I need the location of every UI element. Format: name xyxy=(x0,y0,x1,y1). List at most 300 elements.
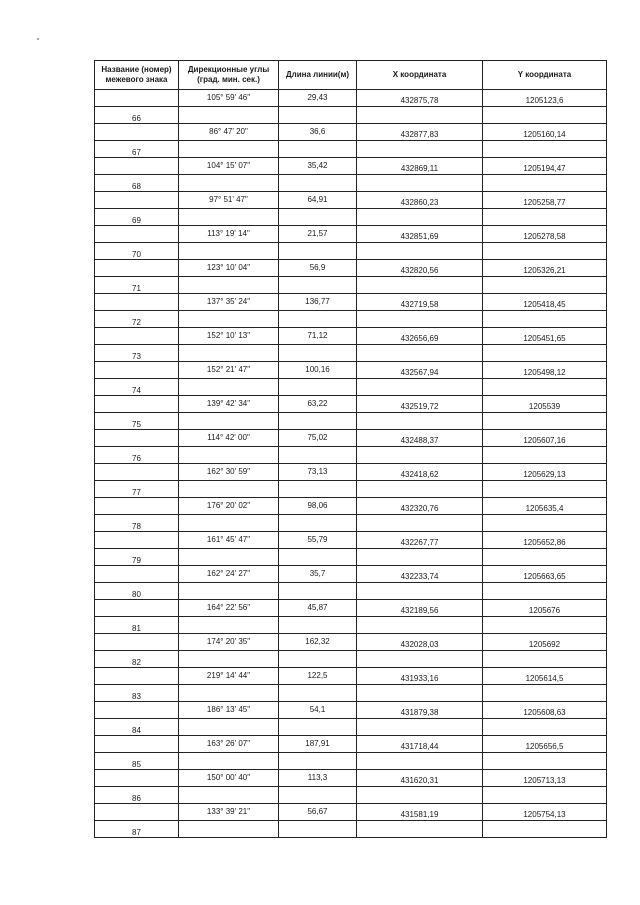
y-cell-text: 1205692 xyxy=(528,640,561,649)
point-name-cell xyxy=(95,107,179,124)
point-name-cell-text: 75 xyxy=(132,420,141,429)
empty-cell xyxy=(95,770,179,787)
empty-cell xyxy=(483,515,607,532)
length-cell-text: 73,13 xyxy=(307,467,328,476)
angle-cell-text: 139° 42' 34" xyxy=(206,399,251,408)
point-name-cell xyxy=(95,379,179,396)
angle-cell xyxy=(179,702,279,719)
angle-cell xyxy=(179,90,279,107)
y-cell-text: 1205278,58 xyxy=(523,232,566,241)
table-row-segment xyxy=(95,362,607,379)
y-cell xyxy=(483,158,607,175)
point-name-cell-text: 72 xyxy=(132,318,141,327)
x-cell-text: 432656,69 xyxy=(400,334,439,343)
table-row-segment xyxy=(95,158,607,175)
table-row-segment xyxy=(95,600,607,617)
empty-cell xyxy=(279,549,357,566)
empty-cell xyxy=(357,243,483,260)
empty-cell xyxy=(95,192,179,209)
y-cell xyxy=(483,804,607,821)
point-name-cell-text: 70 xyxy=(132,250,141,259)
angle-cell xyxy=(179,396,279,413)
table-row-point xyxy=(95,821,607,838)
table-row-point xyxy=(95,379,607,396)
angle-cell-text: 113° 19' 14" xyxy=(207,229,250,238)
empty-cell xyxy=(279,413,357,430)
header-length: Длина линии(м) xyxy=(279,61,357,90)
table-row-segment xyxy=(95,634,607,651)
empty-cell xyxy=(279,447,357,464)
y-cell xyxy=(483,294,607,311)
empty-cell xyxy=(483,141,607,158)
empty-cell xyxy=(95,532,179,549)
empty-cell xyxy=(279,481,357,498)
x-cell xyxy=(357,566,483,583)
y-cell-text: 1205418,45 xyxy=(523,300,566,309)
empty-cell xyxy=(357,107,483,124)
point-name-cell-text: 74 xyxy=(132,386,141,395)
empty-cell xyxy=(357,141,483,158)
empty-cell xyxy=(95,566,179,583)
x-cell-text: 432189,56 xyxy=(400,606,439,615)
empty-cell xyxy=(95,702,179,719)
x-cell-text: 431933,16 xyxy=(400,674,439,683)
x-cell-text: 432488,37 xyxy=(400,436,439,445)
x-cell xyxy=(357,328,483,345)
x-cell xyxy=(357,702,483,719)
empty-cell xyxy=(357,685,483,702)
x-cell xyxy=(357,294,483,311)
y-cell xyxy=(483,668,607,685)
table-row-point xyxy=(95,685,607,702)
empty-cell xyxy=(179,311,279,328)
angle-cell-text: 164° 22' 56" xyxy=(206,603,251,612)
length-cell-text: 162,32 xyxy=(305,637,330,646)
empty-cell xyxy=(357,175,483,192)
length-cell-text: 56,67 xyxy=(307,807,328,816)
length-cell-text: 54,1 xyxy=(309,705,326,714)
empty-cell xyxy=(179,481,279,498)
empty-cell xyxy=(179,753,279,770)
table-row-point xyxy=(95,447,607,464)
empty-cell xyxy=(179,141,279,158)
empty-cell xyxy=(483,107,607,124)
length-cell-text: 71,12 xyxy=(307,331,328,340)
y-cell-text: 1205663,65 xyxy=(523,572,566,581)
x-cell xyxy=(357,634,483,651)
empty-cell xyxy=(279,243,357,260)
table-row-point xyxy=(95,617,607,634)
table-row-segment xyxy=(95,226,607,243)
angle-cell-text: 176° 20' 02" xyxy=(206,501,251,510)
y-cell xyxy=(483,634,607,651)
empty-cell xyxy=(279,379,357,396)
empty-cell xyxy=(279,651,357,668)
empty-cell xyxy=(179,447,279,464)
length-cell-text: 98,06 xyxy=(307,501,328,510)
empty-cell xyxy=(179,107,279,124)
point-name-cell-text: 69 xyxy=(132,216,141,225)
x-cell xyxy=(357,124,483,141)
empty-cell xyxy=(179,277,279,294)
y-cell xyxy=(483,260,607,277)
empty-cell xyxy=(179,787,279,804)
point-name-cell xyxy=(95,515,179,532)
empty-cell xyxy=(357,719,483,736)
table-row-segment xyxy=(95,498,607,515)
table-row-point xyxy=(95,583,607,600)
point-name-cell xyxy=(95,651,179,668)
length-cell xyxy=(279,804,357,821)
empty-cell xyxy=(179,175,279,192)
empty-cell xyxy=(179,685,279,702)
length-cell xyxy=(279,294,357,311)
length-cell xyxy=(279,226,357,243)
table-row-segment xyxy=(95,260,607,277)
angle-cell xyxy=(179,226,279,243)
empty-cell xyxy=(279,583,357,600)
length-cell-text: 75,02 xyxy=(307,433,328,442)
point-name-cell-text: 77 xyxy=(132,488,141,497)
empty-cell xyxy=(357,277,483,294)
empty-cell xyxy=(95,362,179,379)
length-cell-text: 45,87 xyxy=(307,603,328,612)
empty-cell xyxy=(483,277,607,294)
y-cell-text: 1205676 xyxy=(528,606,561,615)
x-cell xyxy=(357,668,483,685)
x-cell xyxy=(357,362,483,379)
x-cell-text: 432875,78 xyxy=(400,96,439,105)
x-cell-text: 432267,77 xyxy=(400,538,439,547)
angle-cell xyxy=(179,294,279,311)
point-name-cell-text: 78 xyxy=(132,522,141,531)
table-row-point xyxy=(95,209,607,226)
y-cell-text: 1205656,5 xyxy=(525,742,564,751)
length-cell-text: 63,22 xyxy=(307,399,328,408)
y-cell xyxy=(483,328,607,345)
angle-cell xyxy=(179,328,279,345)
empty-cell xyxy=(357,209,483,226)
length-cell xyxy=(279,464,357,481)
empty-cell xyxy=(483,821,607,838)
empty-cell xyxy=(179,651,279,668)
point-name-cell-text: 81 xyxy=(132,624,141,633)
angle-cell-text: 152° 21' 47" xyxy=(206,365,251,374)
angle-cell-text: 133° 39' 21" xyxy=(206,807,251,816)
y-cell-text: 1205713,13 xyxy=(523,776,566,785)
y-cell-text: 1205608,63 xyxy=(523,708,566,717)
point-name-cell xyxy=(95,243,179,260)
y-cell xyxy=(483,498,607,515)
angle-cell xyxy=(179,498,279,515)
empty-cell xyxy=(483,549,607,566)
empty-cell xyxy=(95,158,179,175)
empty-cell xyxy=(95,804,179,821)
point-name-cell xyxy=(95,345,179,362)
length-cell xyxy=(279,260,357,277)
table-row-point xyxy=(95,277,607,294)
empty-cell xyxy=(357,515,483,532)
table-row-segment xyxy=(95,702,607,719)
point-name-cell xyxy=(95,617,179,634)
length-cell xyxy=(279,362,357,379)
empty-cell xyxy=(357,821,483,838)
scan-speck xyxy=(37,38,39,40)
y-cell-text: 1205123,6 xyxy=(525,96,564,105)
table-header-row xyxy=(95,61,607,90)
empty-cell xyxy=(179,549,279,566)
angle-cell xyxy=(179,362,279,379)
empty-cell xyxy=(279,107,357,124)
empty-cell xyxy=(483,243,607,260)
empty-cell xyxy=(483,719,607,736)
angle-cell xyxy=(179,464,279,481)
point-name-cell xyxy=(95,549,179,566)
angle-cell-text: 97° 51' 47" xyxy=(209,195,248,204)
empty-cell xyxy=(179,583,279,600)
table-row-segment xyxy=(95,124,607,141)
point-name-cell-text: 66 xyxy=(132,114,141,123)
empty-cell xyxy=(357,617,483,634)
point-name-cell-text: 76 xyxy=(132,454,141,463)
y-cell xyxy=(483,600,607,617)
x-cell xyxy=(357,90,483,107)
length-cell-text: 136,77 xyxy=(305,297,330,306)
length-cell-text: 187,91 xyxy=(305,739,330,748)
x-cell-text: 432028,03 xyxy=(400,640,439,649)
x-cell-text: 432851,69 xyxy=(400,232,439,241)
x-cell xyxy=(357,226,483,243)
point-name-cell xyxy=(95,821,179,838)
empty-cell xyxy=(95,668,179,685)
empty-cell xyxy=(95,226,179,243)
angle-cell xyxy=(179,736,279,753)
point-name-cell xyxy=(95,277,179,294)
point-name-cell-text: 83 xyxy=(132,692,141,701)
angle-cell-text: 174° 20' 35" xyxy=(206,637,251,646)
point-name-cell-text: 71 xyxy=(132,284,141,293)
empty-cell xyxy=(95,396,179,413)
length-cell xyxy=(279,770,357,787)
length-cell-text: 113,3 xyxy=(307,773,328,782)
x-cell xyxy=(357,804,483,821)
x-cell xyxy=(357,464,483,481)
y-cell-text: 1205326,21 xyxy=(523,266,566,275)
empty-cell xyxy=(357,447,483,464)
point-name-cell-text: 79 xyxy=(132,556,141,565)
empty-cell xyxy=(483,209,607,226)
table-row-point xyxy=(95,311,607,328)
table-row-point xyxy=(95,753,607,770)
empty-cell xyxy=(279,719,357,736)
header-x: X координата xyxy=(357,61,483,90)
empty-cell xyxy=(95,260,179,277)
empty-cell xyxy=(483,447,607,464)
angle-cell-text: 104° 15' 07" xyxy=(206,161,251,170)
x-cell xyxy=(357,770,483,787)
angle-cell-text: 152° 10' 13" xyxy=(206,331,251,340)
length-cell-text: 36,6 xyxy=(309,127,326,136)
point-name-cell xyxy=(95,447,179,464)
empty-cell xyxy=(179,413,279,430)
empty-cell xyxy=(483,345,607,362)
y-cell-text: 1205258,77 xyxy=(523,198,566,207)
angle-cell-text: 162° 30' 59" xyxy=(206,467,251,476)
empty-cell xyxy=(279,821,357,838)
x-cell-text: 432567,94 xyxy=(400,368,439,377)
empty-cell xyxy=(483,753,607,770)
y-cell xyxy=(483,566,607,583)
empty-cell xyxy=(279,685,357,702)
empty-cell xyxy=(95,90,179,107)
point-name-cell xyxy=(95,685,179,702)
angle-cell-text: 123° 10' 04" xyxy=(206,263,251,272)
x-cell-text: 432519,72 xyxy=(400,402,439,411)
point-name-cell-text: 87 xyxy=(132,828,141,837)
table-row-segment xyxy=(95,294,607,311)
y-cell xyxy=(483,192,607,209)
empty-cell xyxy=(483,685,607,702)
length-cell xyxy=(279,566,357,583)
y-cell-text: 1205635,4 xyxy=(525,504,564,513)
point-name-cell xyxy=(95,175,179,192)
angle-cell xyxy=(179,566,279,583)
empty-cell xyxy=(179,821,279,838)
angle-cell xyxy=(179,634,279,651)
x-cell xyxy=(357,192,483,209)
table-row-segment xyxy=(95,430,607,447)
length-cell xyxy=(279,158,357,175)
table-row-point xyxy=(95,345,607,362)
table-row-segment xyxy=(95,668,607,685)
angle-cell xyxy=(179,192,279,209)
table-row-segment xyxy=(95,90,607,107)
angle-cell xyxy=(179,260,279,277)
table-row-segment xyxy=(95,532,607,549)
y-cell-text: 1205194,47 xyxy=(523,164,566,173)
x-cell xyxy=(357,430,483,447)
point-name-cell xyxy=(95,311,179,328)
y-cell-text: 1205614,5 xyxy=(525,674,564,683)
empty-cell xyxy=(483,651,607,668)
x-cell-text: 431879,38 xyxy=(400,708,439,717)
empty-cell xyxy=(279,617,357,634)
empty-cell xyxy=(95,328,179,345)
empty-cell xyxy=(179,617,279,634)
empty-cell xyxy=(357,413,483,430)
y-cell-text: 1205498,12 xyxy=(523,368,566,377)
length-cell xyxy=(279,702,357,719)
point-name-cell-text: 82 xyxy=(132,658,141,667)
y-cell xyxy=(483,90,607,107)
empty-cell xyxy=(279,175,357,192)
x-cell xyxy=(357,498,483,515)
x-cell xyxy=(357,260,483,277)
table-row-point xyxy=(95,787,607,804)
y-cell xyxy=(483,736,607,753)
point-name-cell-text: 84 xyxy=(132,726,141,735)
empty-cell xyxy=(483,311,607,328)
empty-cell xyxy=(357,753,483,770)
empty-cell xyxy=(279,277,357,294)
table-row-point xyxy=(95,141,607,158)
empty-cell xyxy=(279,209,357,226)
empty-cell xyxy=(483,413,607,430)
empty-cell xyxy=(357,549,483,566)
angle-cell-text: 162° 24' 27" xyxy=(206,569,251,578)
length-cell xyxy=(279,498,357,515)
length-cell-text: 64,91 xyxy=(307,195,328,204)
table-row-segment xyxy=(95,464,607,481)
length-cell xyxy=(279,124,357,141)
y-cell xyxy=(483,770,607,787)
length-cell-text: 100,16 xyxy=(305,365,330,374)
angle-cell-text: 186° 13' 45" xyxy=(206,705,251,714)
x-cell-text: 431620,31 xyxy=(400,776,439,785)
table-row-segment xyxy=(95,736,607,753)
x-cell-text: 432869,11 xyxy=(400,164,439,173)
angle-cell xyxy=(179,430,279,447)
angle-cell-text: 114° 42' 00" xyxy=(207,433,250,442)
point-name-cell xyxy=(95,753,179,770)
length-cell-text: 56,9 xyxy=(309,263,326,272)
length-cell xyxy=(279,532,357,549)
length-cell-text: 122,5 xyxy=(307,671,328,680)
empty-cell xyxy=(95,294,179,311)
angle-cell-text: 137° 35' 24" xyxy=(206,297,251,306)
angle-cell-text: 105° 59' 46" xyxy=(206,93,251,102)
empty-cell xyxy=(483,175,607,192)
point-name-cell xyxy=(95,787,179,804)
y-cell xyxy=(483,430,607,447)
empty-cell xyxy=(483,481,607,498)
y-cell-text: 1205539 xyxy=(528,402,561,411)
y-cell-text: 1205160,14 xyxy=(523,130,566,139)
y-cell xyxy=(483,532,607,549)
point-name-cell xyxy=(95,583,179,600)
x-cell xyxy=(357,736,483,753)
empty-cell xyxy=(357,481,483,498)
length-cell-text: 35,42 xyxy=(307,161,328,170)
empty-cell xyxy=(95,430,179,447)
table-row-segment xyxy=(95,566,607,583)
point-name-cell xyxy=(95,481,179,498)
length-cell xyxy=(279,328,357,345)
empty-cell xyxy=(179,515,279,532)
header-name: Название (номер) межевого знака xyxy=(95,61,179,90)
boundary-points-table xyxy=(94,60,607,838)
table-row-point xyxy=(95,107,607,124)
y-cell xyxy=(483,362,607,379)
x-cell-text: 432877,83 xyxy=(400,130,439,139)
y-cell-text: 1205607,16 xyxy=(523,436,566,445)
length-cell xyxy=(279,90,357,107)
y-cell-text: 1205629,13 xyxy=(523,470,566,479)
table-row-point xyxy=(95,719,607,736)
point-name-cell-text: 73 xyxy=(132,352,141,361)
y-cell-text: 1205754,13 xyxy=(523,810,566,819)
empty-cell xyxy=(357,345,483,362)
y-cell xyxy=(483,396,607,413)
x-cell-text: 432860,23 xyxy=(400,198,439,207)
point-name-cell xyxy=(95,719,179,736)
empty-cell xyxy=(279,345,357,362)
y-cell-text: 1205652,86 xyxy=(523,538,566,547)
table-body xyxy=(95,90,607,838)
empty-cell xyxy=(95,600,179,617)
length-cell xyxy=(279,396,357,413)
empty-cell xyxy=(95,464,179,481)
